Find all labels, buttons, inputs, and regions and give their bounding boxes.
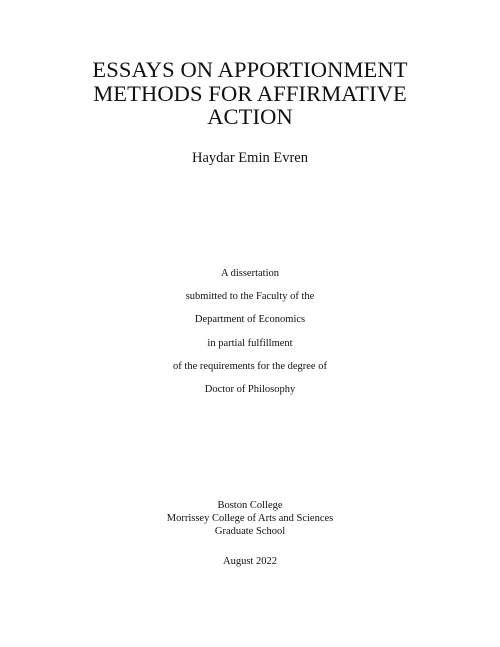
institution-line-3: Graduate School bbox=[214, 525, 286, 537]
author-name: Haydar Emin Evren bbox=[192, 150, 308, 166]
statement-line-6: Doctor of Philosophy bbox=[204, 384, 296, 396]
statement-line-1: A dissertation bbox=[220, 268, 280, 279]
submission-date: August 2022 bbox=[223, 556, 277, 567]
title-line-3: ACTION bbox=[207, 104, 293, 129]
title-line-2: METHODS FOR AFFIRMATIVE bbox=[93, 80, 407, 106]
dissertation-title bbox=[0, 58, 500, 129]
title-line-1: ESSAYS ON APPORTIONMENT bbox=[92, 57, 408, 82]
statement-line-4: in partial fulfillment bbox=[207, 337, 293, 349]
institution-line-2: Morrissey College of Arts and Sciences bbox=[166, 512, 334, 524]
institution-line-1: Boston College bbox=[217, 500, 283, 511]
institution-block bbox=[0, 500, 500, 538]
statement-line-5: of the requirements for the degree of bbox=[173, 360, 327, 372]
statement-line-3: Department of Economics bbox=[194, 314, 306, 326]
dissertation-statement bbox=[0, 262, 500, 401]
statement-line-2: submitted to the Faculty of the bbox=[185, 291, 315, 303]
